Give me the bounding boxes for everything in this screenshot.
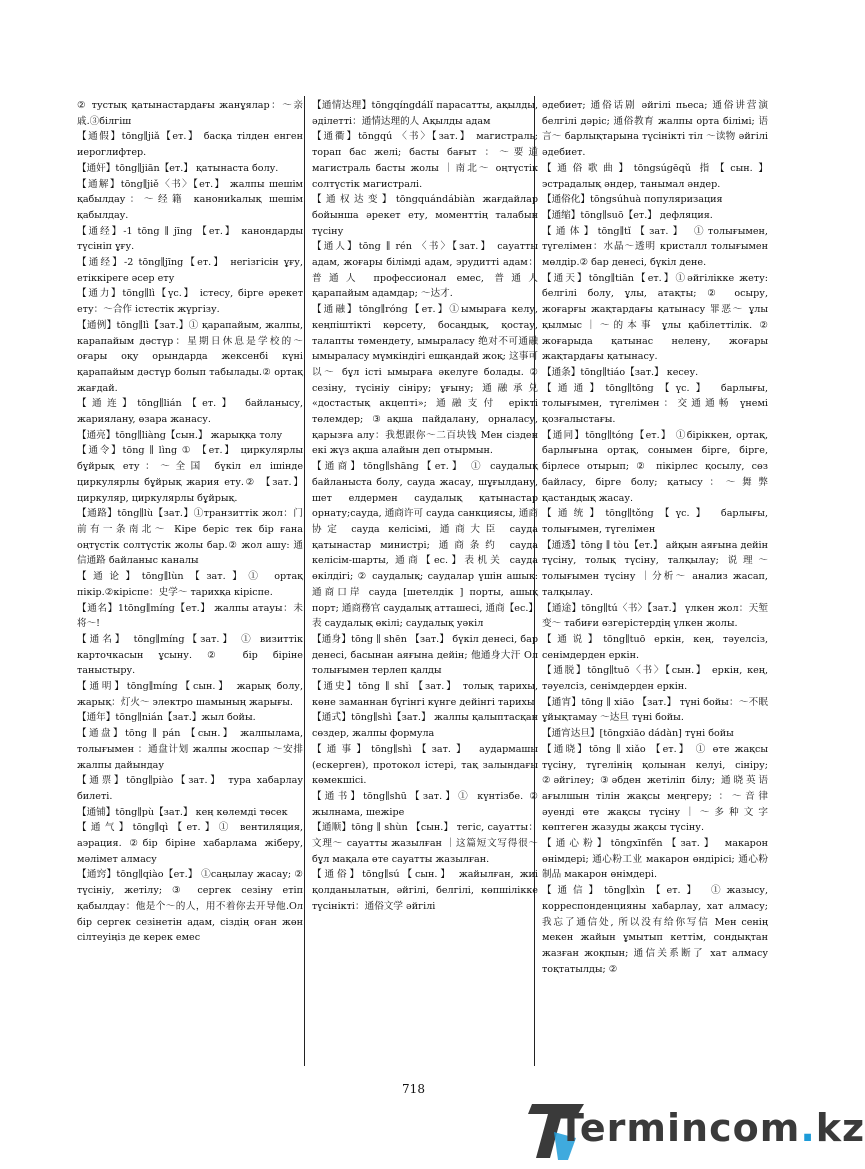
dictionary-entry: 【通情达理】tōngqíngdálǐ парасатты, ақылды, әділетті：通情达理的人 Ақылды адам (312, 100, 538, 127)
logo-text-dot: . (800, 1106, 816, 1150)
dictionary-column-1 (77, 98, 303, 946)
dictionary-entry: 【通心粉】tōngxīnfěn【зат.】 макарон өнімдері; 通心粉工业 макарон өндірісі; 通心粉制品 макарон өнімдері. (542, 838, 768, 881)
dictionary-entry: 【通同】tōng∥tóng【ет.】 ①біріккен, ортақ, барлығына ортақ, сонымен бірге, бірге, бірлесе отырып; ② пікірлес қосылу, сөз байласу, бірге болу; қатысу：～舞弊 қастандық жасау. (542, 429, 768, 504)
logo-text-tld: kz (815, 1106, 865, 1150)
dictionary-entry: 【通论】tōng∥lùn【зат.】① ортақ пікір.②кіріспе：史学～ тарихқа кіріспе. (77, 571, 303, 598)
dictionary-entry: 【通缩】tōng∥suō【ет.】 дефляция. (542, 209, 713, 221)
dictionary-entry: ② тустық қатынастардағы жанұялар：～亲戚.③білгіш (77, 100, 303, 127)
dictionary-entry: 【通俗】tōng∥sú【сын.】 жайылған, жиі қолданылатын, әйгілі, белгілі, көпшілікке түсінікті：通俗文学 әйгілі (312, 869, 538, 912)
dictionary-entry: 【通盘】tōng ∥ pán 【сын.】 жалпылама, толығымен ：通盘计划 жалпы жоспар ～安排 жалпы дайындау (77, 728, 303, 771)
dictionary-entry: 【通票】tōng∥piào【зат.】 тура хабарлау билеті. (77, 775, 303, 802)
logo-text-c: c (709, 1106, 733, 1150)
logo-text-m: m (759, 1106, 801, 1150)
dictionary-entry: 【通假】tōng∥jiǎ【ет.】 басқа тілден енген иероглифтер. (77, 131, 303, 159)
dictionary-entry: 【通连】tōng∥lián【ет.】 байланысу, жарияланy, өзара жанасу. (77, 398, 303, 426)
dictionary-entry: 【通窍】tōng∥qiào【ет.】 ①саңылау жасау; ② түсініу, жетілу; ③ сергек сезіну етіп қабылдау：他是个～的人，用不着你去开导他.Ол бір сергек сезінетін адам, сіздің оған жөн сілтеуіңіз де керек емес (77, 869, 303, 944)
dictionary-entry: 【通通】tōng∥tōng【үс.】 барлығы, толығымен, түгелімен：交通通畅 үнемі қозғалыстағы. (542, 382, 768, 426)
column-divider-left (304, 96, 305, 1066)
dictionary-entry: 【通明】tōng∥míng【сын.】 жарық болу, жарық：灯火～ электро шамының жарығы. (77, 681, 303, 708)
dictionary-entry: 【通名】1tōng∥míng【ет.】 жалпы атауы：未将～! (77, 602, 303, 630)
dictionary-entry: 【通统】tōng∥tǒng【үс.】 барлығы, толығымен, түгелімен (542, 508, 768, 535)
logo-text-main: Termin (558, 1106, 710, 1150)
dictionary-entry: 【通透】tōng ∥ tòu【ет.】 айқын аяғына дейін түсіну, толық түсіну, талқылау; 说理～толығымен түсіну ｜分析～ анализ жасап, талқылау. (542, 539, 768, 598)
dictionary-entry: 【通天】tōng∥tiān【ет.】①әйгілікке жету: белгілі болу, ұлы, атақты; ② осыру, жоғарғы жақтардағы қатынасу 罪恶～ ұлы қылмыс｜～的本事 ұлы қабілеттілік. ② жоғарыда қатынас нелену, жоғары жақтардағы қатынасу. (542, 272, 768, 363)
dictionary-entry: 【通宵达旦】[tōngxiāo dádàn] түні бойы (542, 728, 734, 740)
dictionary-entry: 【通说】tōng∥tuō еркін, кең, тәуелсіз, сенімдерден еркін. (542, 633, 768, 661)
dictionary-entry: 【通气】tōng∥qì【ет.】① вентиляция, аэрация. ②бір біріне хабарлама жіберу, мәлімет алмасу (77, 822, 303, 865)
dictionary-entry: 【通年】tōng∥nián【зат.】жыл бойы. (77, 712, 256, 724)
termincom-logo (528, 1098, 865, 1164)
logo-text (558, 1106, 865, 1150)
dictionary-column-2 (312, 98, 538, 915)
dictionary-entry: 【通式】tōng∥shì【зат.】 жалпы қалыптасқан сөздер, жалпы формула (312, 712, 538, 740)
dictionary-column-3 (542, 98, 768, 977)
dictionary-entry: 【通融】tōng∥róng【ет.】①ымыраға келу, кеңпіштікті көрсету, босаңдық, қостау, талапты төмендету, ымыраласу 绝对不可通融 ымыраласу мүмкіндігі ешқандай жоқ; 这事可以～ бұл істі ымыраға әкелуге болады. ② сезіну, түсініу сініру; ұғыну; 通融承兑 «достастық акцептi»; 通融支付 еріктi төлемдер; ③ақша пайдалану, орналасу, қарызға алу：我想跟你～二百块钱 Мен сізден екі жүз ақша алайын деп отырмын. (312, 304, 538, 457)
dictionary-entry: 【通路】tōng∥lù【зат.】①транзиттік жол：门前有一条南北～ Кіре беріс тек бір ғана оңтүстік солтүстік жолы бар.② жол ашу: 通信通路 байланыс каналы (77, 508, 303, 567)
dictionary-entry: 【通史】tōng ∥ shǐ 【зат.】 толық тарихы, көне заманнан бүгінгі күнге дейінгі тарихы (312, 681, 538, 708)
dictionary-entry: 【通身】tōng ∥ shēn 【зат.】 бүкіл денесі, бар денесі, басынан аяғына дейін; 他通身大汗 Ол толығымен терлеп қалды (312, 633, 538, 677)
dictionary-entry: 【通奸】tōng∥jiān【ет.】 қатынаста болу. (77, 162, 279, 174)
dictionary-entry: 【通信】tōng∥xìn【ет.】 ①жазысу, корреспонденцияны хабарлау, хат алмасу; 我忘了通信处, 所以没有给你写信 Мен сенің мекен жайын ұмытып кеттім, сондықтан жазған жоқпын; 通信关系断了 хат алмасу тоқтатылды; ② (542, 885, 768, 975)
dictionary-entry: 【通晓】tōng ∥ xiǎo 【ет.】 ① өте жақсы түсіну, түгелінің қолынан келуі, сініру; ②әйгілеу; ③әбден жетіліп білу; 通晓英语 ағылшын тілін жақсы меңгеру; ：～音律 әуенді өте жақсы түсіну｜～多种文字 көптеген жазуды жақсы түсіну. (542, 743, 768, 834)
dictionary-entry: 【通事】tōng∥shì【зат.】 аудармашы (ескерген), протокол істері, тақ залындағы көмекшісі. (312, 743, 538, 787)
dictionary-entry: 【通经】-2 tōng∥jīng【ет.】 негізгісін ұғу, етіккіреге әсер ету (77, 257, 303, 284)
logo-text-o: o (732, 1106, 760, 1150)
dictionary-entry: 【通铺】tōng∥pù【зат.】 кең көлемді төсек (77, 806, 288, 818)
dictionary-entry: 【通书】tōng∥shū【зат.】① күнтізбе. ② жылнама, шежіре (312, 790, 538, 818)
dictionary-entry: 【通途】tōng∥tú〈书〉【зат.】 үлкен жол：天堑变～ табиғи өзгерістердің үлкен жолы. (542, 602, 768, 630)
dictionary-entry: 【通名】 tōng∥míng【зат.】 ① визиттік карточкасын ұсыну. ② бір біріне таныстыру. (77, 633, 303, 677)
dictionary-entry: 【通衢】tōngqú 〈书〉【зат.】 магистраль; торап бас желі; басты бағыт ：～要道 магистраль басты жолы ｜南北～ оңтүстік солтүстік магистралі. (312, 131, 538, 190)
dictionary-entry: 【通俗化】tōngsúhuà популяризация (542, 194, 723, 206)
dictionary-entry: 【通人】tōng ∥ rén 〈书〉【зат.】 сауатты адам, жоғары білімді адам, эрудитті адам：普通人 профессионал емес, 普通人 қарапайым адамдар; ～达才. (312, 241, 538, 300)
dictionary-entry: 【通商】tōng∥shāng【ет.】 ① саудалық байланыста болу, сауда жасау, шұғылдану, шет елдермен саудалық қатынастар орнату;сауда, 通商许可 сауда санкциясы, 通商协定 сауда келісімі, 通商大臣 сауда қатынастар министрі; 通商条约 сауда келісім-шарты, 通商【ес.】表机关 сауда өкілдігі; ② саудалық; саудалар үшін ашық: 通商口岸 сауда [шетелдік ] порты, ашық порт; 通商務官 саудалық атташесі, 通商【ес.】表 саудалық өкілі; саудалық уәкіл (312, 461, 538, 630)
dictionary-entry: 【通例】tōng∥lì【зат.】① қарапайым, жалпы, карапайым дәстүр：星期日休息是学校的～ оғары оқу орындарда жексенбі күні қарапайым дәстүр болып табылады.② ортақ жағдай. (77, 319, 303, 394)
dictionary-entry: 【通顺】tōng ∥ shùn 【сын.】 тегіс, сауатты：文理～ сауатты жазылған ｜这篇短文写得很～ бұл мақала өте сауатты жазылған. (312, 822, 538, 865)
dictionary-entry: 【通条】tōng∥tiáo【зат.】 кесеу. (542, 366, 699, 378)
dictionary-entry: 【通权达变】tōngquándábiàn жағдайлар бойынша әрекет ету, моменттің талабын түсіну (312, 194, 538, 237)
dictionary-entry: 【通宵】tōng ∥ xiāo 【зат.】 түні бойы：～不眠 ұйықтамау ～达旦 түні бойы. (542, 696, 768, 724)
dictionary-entry: 【通亮】tōng∥liàng【сын.】 жарыққа толу (77, 429, 283, 441)
dictionary-entry: 【通令】tōng ∥ lìng ① 【ет.】 циркулярлы бұйрық ету：～全国 бүкіл ел ішінде циркулярлы бұйрық жария ету.② 【зат.】 циркуляр, циркулярлы бұйрық. (77, 445, 303, 504)
page-number: 718 (402, 1082, 425, 1096)
dictionary-entry: 【通俗歌曲】tōngsúgēqǔ 指【сын.】 эстрадалық әндер, танымал әндер. (542, 162, 768, 190)
dictionary-entry: 【通脱】tōng∥tuō〈书〉【сын.】 еркін, кең, тәуелсіз, сенімдерден еркін. (542, 665, 768, 693)
dictionary-entry: 【通力】tōng∥lì【үс.】 істесу, бірге әрекет ету：～合作 істестік жүргізу. (77, 288, 303, 316)
dictionary-entry: әдебиет; 通俗话剧 әйгілі пьеса; 通俗讲营演 белгілі дәріс; 通俗教育 жалпы орта білімі; 语言～ барлықтарына түсінікті тіл ～读物 әйгілі әдебиет. (542, 100, 768, 159)
dictionary-entry: 【通体】tōng∥tǐ【зат.】 ①толығымен, түгелімен：水晶～透明 кристалл толығымен мөлдір.② бар денесі, бүкіл дене. (542, 225, 768, 269)
dictionary-entry: 【通经】-1 tōng ∥ jīng 【ет.】 канондарды түсініп ұғу. (77, 225, 303, 253)
dictionary-entry: 【通解】tōng∥jiě〈书〉【ет.】 жалпы шешім қабылдау：～经籍 канониkалық шешім қабылдау. (77, 178, 303, 221)
